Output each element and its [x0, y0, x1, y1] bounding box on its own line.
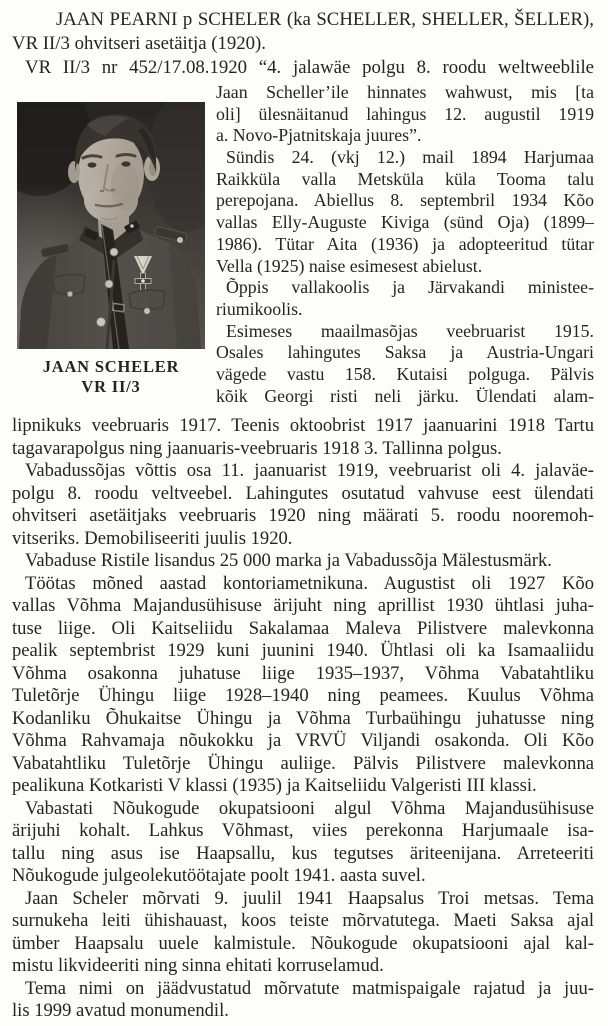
- text-line: lipnikuks veebruaris 1917. Teenis oktoobrist 1917 jaanuarini 1918 Tartu: [12, 415, 594, 437]
- text-line: Vabastati Nõukogude okupatsiooni algul Võhma Majandusühisuse: [25, 797, 594, 819]
- text-line: 1986). Tütar Aita (1936) ja adopteeritud tütar: [216, 233, 594, 254]
- text-line: a. Novo-Pjatnitskaja juures”.: [216, 125, 422, 146]
- text-line: Tema nimi on jäädvustatud mõrvatute matmispaigale rajatud ja juu-: [25, 977, 594, 999]
- text-line: Vabadussõjas võttis osa 11. jaanuarist 1919, veebruarist oli 4. jalaväe-: [25, 460, 594, 482]
- text-line: Töötas mõned aastad kontoriametnikuna. Augustist oli 1927 Kõo: [25, 572, 594, 594]
- text-line: kõik Georgi risti neli järku. Ülendati alam-: [216, 385, 594, 406]
- text-line: ärijuhi kohalt. Lahkus Võhmast, viies perekonna Harjumaale isa-: [12, 820, 594, 842]
- text-line: Osales lahingutes Saksa ja Austria-Ungari: [216, 342, 594, 363]
- text-line: Võhma Rahvamaja nõukokku ja VRVÜ Viljandi osakonda. Oli Kõo: [12, 730, 594, 752]
- text-line: Nõukogude julgeolekutöötajate poolt 1941. aasta suvel.: [12, 865, 426, 887]
- portrait-photo: [17, 102, 205, 349]
- text-line: VR II/3 nr 452/17.08.1920 “4. jalawäe polgu 8. roodu weltweeblile: [25, 57, 594, 78]
- text-line: ohvitseri asetäitjaks veebruaris 1920 ning määrati 5. roodu nooremoh-: [12, 505, 594, 527]
- text-line: tallu ning asus ise Haapsallu, kus tegutses äriteenijana. Arreteeriti: [12, 842, 594, 864]
- text-line: Jaan Scheller’ile hinnates wahwust, mis [ta: [216, 82, 594, 102]
- text-line: Kodanliku Õhukaitse Ühingu ja Võhma Turbaühingu juhatusse ning: [12, 707, 594, 729]
- entry-header: [12, 8, 594, 80]
- text-line: polgu 8. roodu veltveebel. Lahingutes osutatud vahvuse eest ülendati: [12, 482, 594, 504]
- photo-and-text-band: [12, 82, 594, 407]
- text-line: surnukeha leiti ühishauast, koos teiste mõrvatutega. Maeti Saksa ajal: [12, 910, 594, 932]
- text-line: vitseriks. Demobiliseeriti juulis 1920.: [12, 527, 293, 549]
- text-line: Vabatahtliku Tuletõrje Ühingu auliige. Pälvis Pilistvere malevkonna: [12, 752, 594, 774]
- text-line: Vabaduse Ristile lisandus 25 000 marka ja Vabadussõja Mälestusmärk.: [25, 550, 552, 572]
- text-line: perepojana. Abiellus 8. septembril 1934 Kõo: [216, 190, 594, 211]
- tunic-button: [110, 248, 118, 256]
- text-line: Õppis vallakoolis ja Järvakandi ministee-: [226, 277, 594, 298]
- text-line: pealik septembrist 1929 kuni juunini 1940. Ühtlasi oli ka Isamaaliidu: [12, 640, 594, 662]
- caption-award: VR II/3: [81, 377, 141, 396]
- text-line: vallas Elly-Auguste Kiviga (sünd Oja) (1899–: [216, 212, 594, 233]
- text-line: Sündis 24. (vkj 12.) mail 1894 Harjumaa: [226, 147, 594, 168]
- text-line: Vella (1925) naise esimesest abielust.: [216, 255, 483, 276]
- text-line: VR II/3 ohvitseri asetäitja (1920).: [12, 33, 267, 54]
- portrait-photo-block: [12, 82, 207, 407]
- text-line: Võhma osakonna juhatuse liige 1935–1937, Võhma Vabatahtliku: [12, 662, 594, 684]
- text-line: vägede vastu 158. Kutaisi polguga. Pälvis: [216, 363, 594, 384]
- text-line: ümber Haapsalu uuele kalmistule. Nõukogude okupatsiooni ajal kal-: [12, 932, 594, 954]
- text-line: pealikuna Kotkaristi V klassi (1935) ja Kaitseliidu Valgeristi III klassi.: [12, 775, 537, 797]
- text-line: riumikoolis.: [216, 298, 303, 319]
- text-line: tagavarapolgus ning jaanuaris-veebruaris 1918 3. Tallinna polgus.: [12, 437, 502, 459]
- photo-caption: [17, 357, 205, 397]
- text-line: Esimeses maailmasõjas veebruarist 1915.: [226, 320, 594, 341]
- text-line: tuse liige. Oli Kaitseliidu Sakalamaa Maleva Pilistvere malevkonna: [12, 617, 594, 639]
- text-line: JAAN PEARNI p SCHELER (ka SCHELLER, SHELLER, ŠELLER),: [56, 9, 594, 30]
- biography-right-column: [207, 82, 594, 407]
- caption-name: JAAN SCHELER: [42, 357, 180, 376]
- text-line: Raikküla valla Metsküla küla Tooma talu: [216, 168, 594, 189]
- biography-body: [12, 415, 594, 1023]
- ear-left: [68, 161, 80, 183]
- eye-right: [122, 161, 131, 166]
- tunic-button: [97, 318, 106, 327]
- text-line: lis 1999 avatud monumendil.: [12, 1000, 229, 1022]
- tunic-button: [105, 280, 113, 288]
- text-line: vallas Võhma Majandusühisuse ärijuht ning aprillist 1930 ühtlasi juha-: [12, 595, 594, 617]
- text-line: oli] ülesnäitanud lahingus 12. augustil 1919: [216, 103, 594, 124]
- eye-left: [88, 162, 97, 167]
- text-line: Jaan Scheler mõrvati 9. juulil 1941 Haapsalus Troi metsas. Tema: [25, 887, 594, 909]
- text-line: mistu likvideeriti ning sinna ehitati korruselamud.: [12, 955, 384, 977]
- text-line: Tuletõrje Ühingu liige 1928–1940 ning peamees. Kuulus Võhma: [12, 685, 594, 707]
